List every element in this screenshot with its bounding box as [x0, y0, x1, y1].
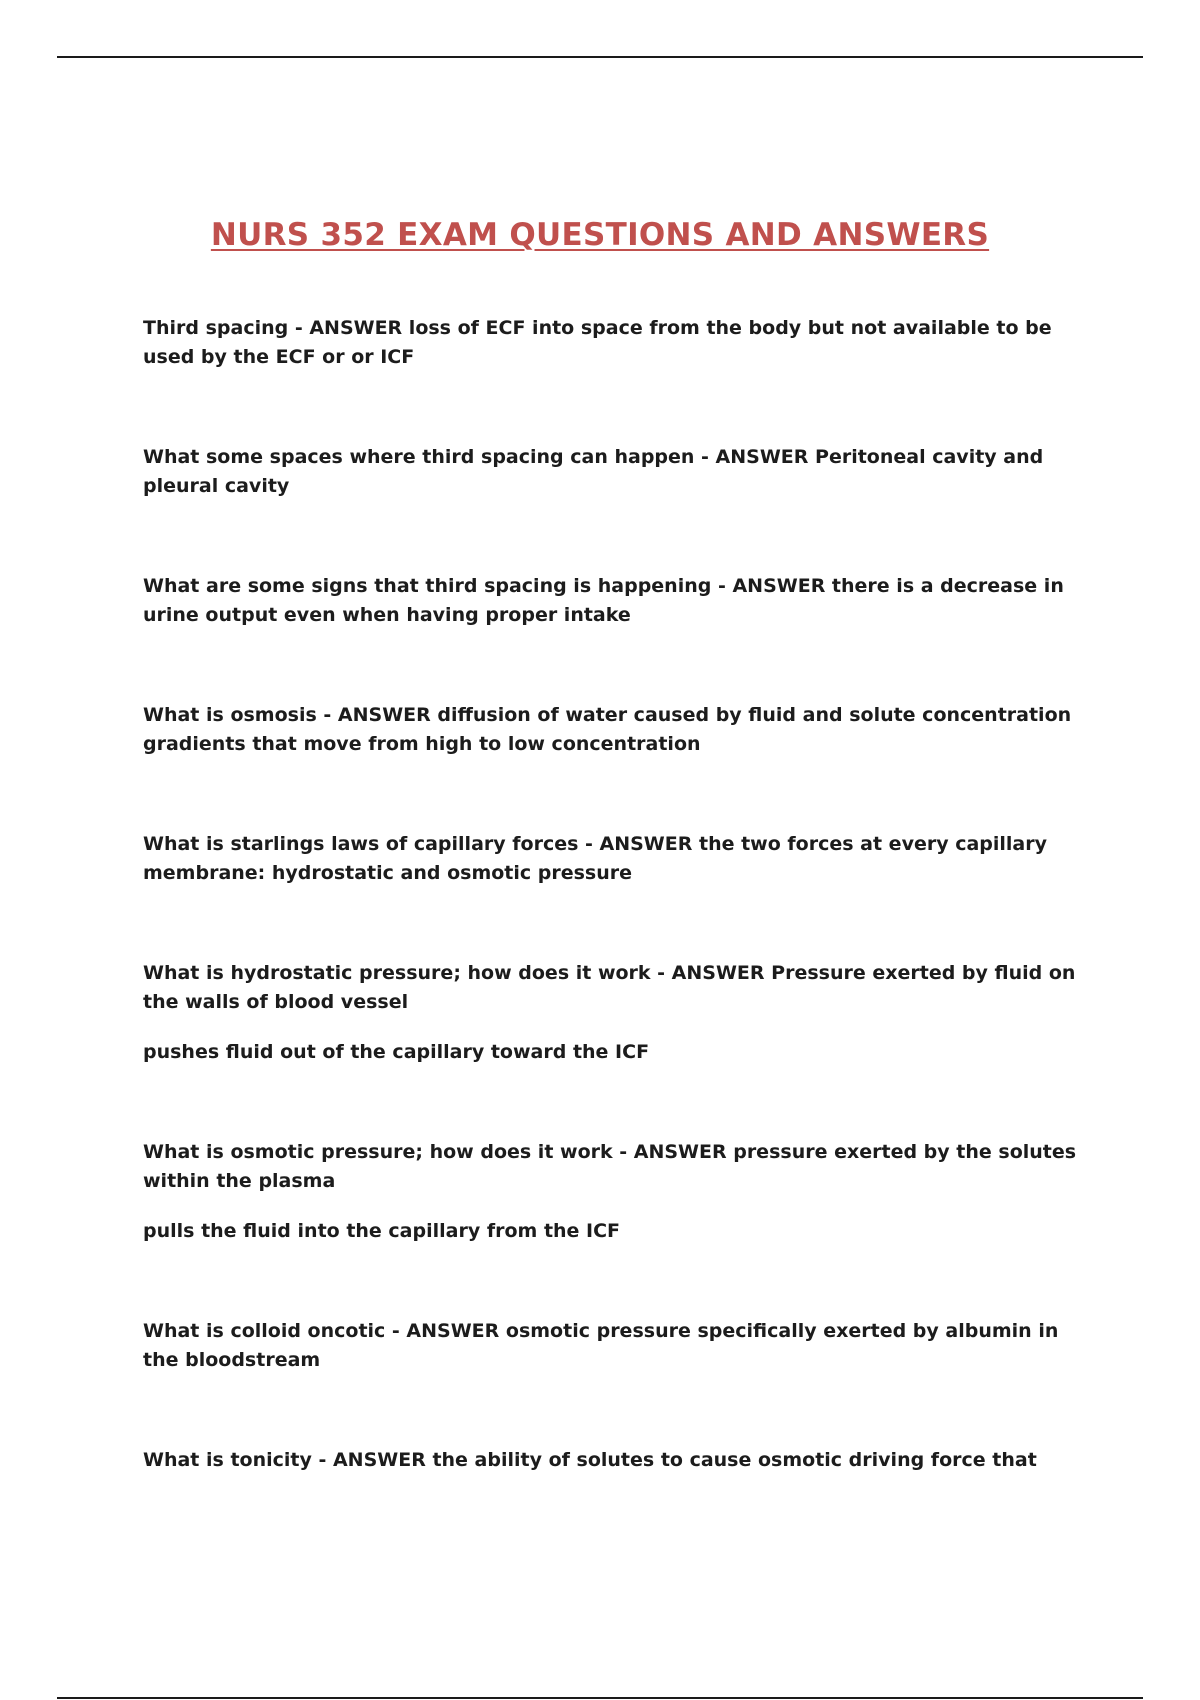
- qa-entry-colloid-oncotic: [143, 1317, 1083, 1375]
- qa-entry-third-spacing-signs: [143, 572, 1083, 630]
- qa-text: What is tonicity - ANSWER the ability of solutes to cause osmotic driving force that: [143, 1449, 1037, 1471]
- qa-text: What is colloid oncotic - ANSWER osmotic pressure specifically exerted by albumin in the bloodstream: [143, 1320, 1059, 1371]
- qa-text: What are some signs that third spacing is happening - ANSWER there is a decrease in urine output even when having proper intake: [143, 575, 1064, 626]
- footer-rule: [57, 1697, 1143, 1699]
- qa-entry-third-spacing-spaces: [143, 443, 1083, 501]
- document-title: NURS 352 EXAM QUESTIONS AND ANSWERS: [210, 216, 990, 253]
- header-rule: [57, 56, 1143, 58]
- qa-text: What is starlings laws of capillary forces - ANSWER the two forces at every capillary membrane: hydrostatic and osmotic pressure: [143, 833, 1048, 884]
- qa-entry-starlings-law: [143, 830, 1083, 888]
- qa-entry-tonicity: [143, 1446, 1083, 1475]
- qa-text: What some spaces where third spacing can happen - ANSWER Peritoneal cavity and pleural cavity: [143, 446, 1044, 497]
- qa-text: What is osmosis - ANSWER diffusion of water caused by fluid and solute concentration gradients that move from high to low concentration: [143, 704, 1072, 755]
- qa-entry-hydrostatic-pressure: [143, 959, 1083, 1067]
- qa-entry-third-spacing: [143, 314, 1083, 372]
- qa-entry-osmosis: [143, 701, 1083, 759]
- qa-text: What is hydrostatic pressure; how does it work - ANSWER Pressure exerted by fluid on the walls of blood vessel: [143, 962, 1076, 1013]
- qa-text: Third spacing - ANSWER loss of ECF into space from the body but not available to be used by the ECF or or ICF: [143, 317, 1052, 368]
- qa-text: What is osmotic pressure; how does it work - ANSWER pressure exerted by the solutes within the plasma: [143, 1141, 1077, 1192]
- qa-entry-osmotic-pressure: [143, 1138, 1083, 1246]
- qa-text-continued: pushes fluid out of the capillary toward the ICF: [143, 1041, 650, 1063]
- qa-text-continued: pulls the fluid into the capillary from the ICF: [143, 1220, 621, 1242]
